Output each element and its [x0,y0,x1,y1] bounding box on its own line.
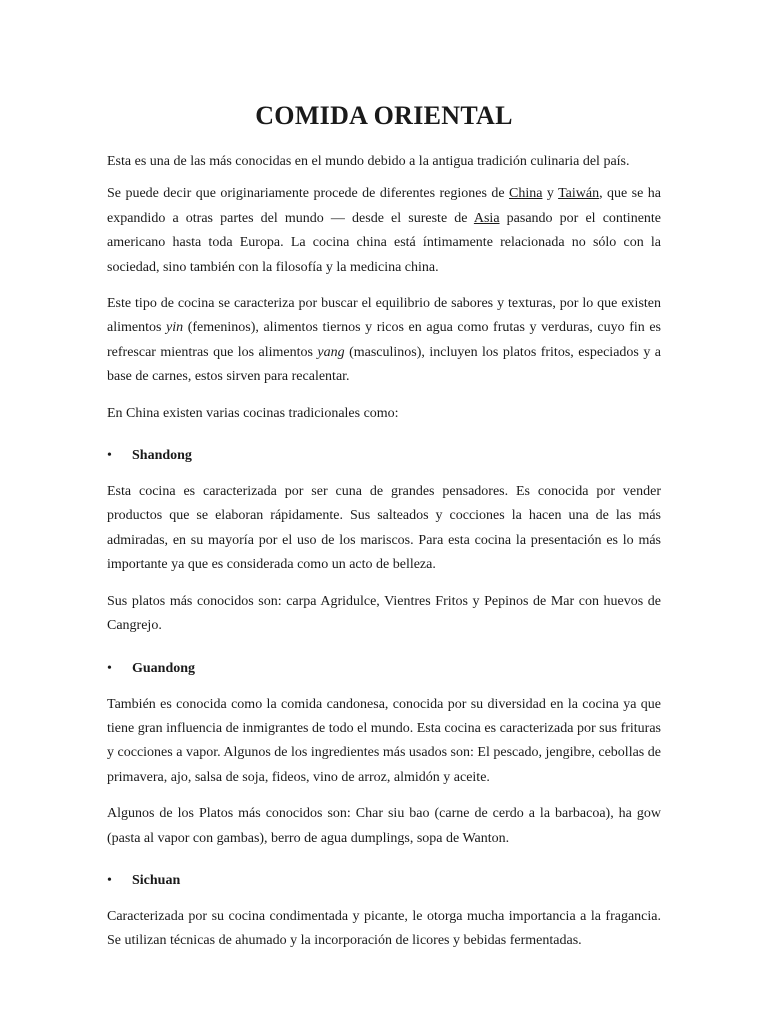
guandong-paragraph-1: También es conocida como la comida candonesa, conocida por su diversidad en la cocina ya que tiene gran influencia de inmigrantes de todo el mundo. Esta cocina es caracterizada por sus frituras y cocciones a vapor. Algunos de los ingredientes más usados son: El pescado, jengibre, cebollas de primavera, ajo, salsa de soja, fideos, vino de arroz, almidón y aceite. [107,696,661,785]
origin-text-4: pasando por el continente americano hasta toda Europa. La cocina china está íntimamente relacionada no sólo con la sociedad, sino también con la filosofía y la medicina china. [107,210,662,275]
bullet-icon: • [107,448,112,464]
balance-paragraph [107,292,661,390]
section-heading-guandong [107,657,661,681]
intro-paragraph: Esta es una de las más conocidas en el mundo debido a la antigua tradición culinaria del país. [107,154,630,169]
shandong-paragraph-2: Sus platos más conocidos son: carpa Agridulce, Vientres Fritos y Pepinos de Mar con huevos de Cangrejo. [107,593,661,634]
section-heading-sichuan [107,869,661,893]
origin-text-3: , que se ha expandido a otras partes del mundo — desde el sureste de [107,186,661,226]
traditions-intro: En China existen varias cocinas tradicionales como: [107,405,399,421]
section-heading-text: Shandong [132,448,192,464]
section-heading-shandong [107,444,661,468]
balance-text-1: Este tipo de cocina se caracteriza por buscar el equilibrio de sabores y texturas, por lo que existen alimentos [107,296,661,336]
bullet-icon: • [107,872,112,888]
yang-term: yang [317,344,345,360]
yin-term: yin [166,320,184,336]
origin-text-1: Se puede decir que originariamente procede de diferentes regiones de [107,186,509,202]
bullet-icon: • [107,660,112,676]
section-heading-text: Sichuan [132,872,181,888]
taiwan-link[interactable]: Taiwán [558,186,600,202]
shandong-paragraph-1: Esta cocina es caracterizada por ser cuna de grandes pensadores. Es conocida por vender productos que se elaboran rápidamente. Sus salteados y cocciones la hacen una de las más admiradas, en su mayoría por el uso de los mariscos. Para esta cocina la presentación es lo más importante ya que es considerada como un acto de belleza. [107,484,661,573]
balance-text-3: (masculinos), incluyen los platos fritos, especiados y a base de carnes, estos sirven para recalentar. [107,344,661,385]
china-link[interactable]: China [509,186,543,202]
origin-text-2: y [542,186,559,202]
document-title: COMIDA ORIENTAL [255,101,513,130]
origin-paragraph [107,182,661,280]
document-body [107,96,661,966]
asia-link[interactable]: Asia [473,210,500,226]
section-heading-text: Guandong [132,660,196,676]
sichuan-paragraph-1: Caracterizada por su cocina condimentada y picante, le otorga mucha importancia a la fragancia. Se utilizan técnicas de ahumado y la incorporación de licores y bebidas fermentadas. [107,908,661,949]
balance-text-2: (femeninos), alimentos tiernos y ricos en agua como frutas y verduras, cuyo fin es refrescar mientras que los alimentos [107,320,661,360]
guandong-paragraph-2: Algunos de los Platos más conocidos son: Char siu bao (carne de cerdo a la barbacoa), ha gow (pasta al vapor con gambas), berro de agua dumplings, sopa de Wanton. [107,806,661,846]
